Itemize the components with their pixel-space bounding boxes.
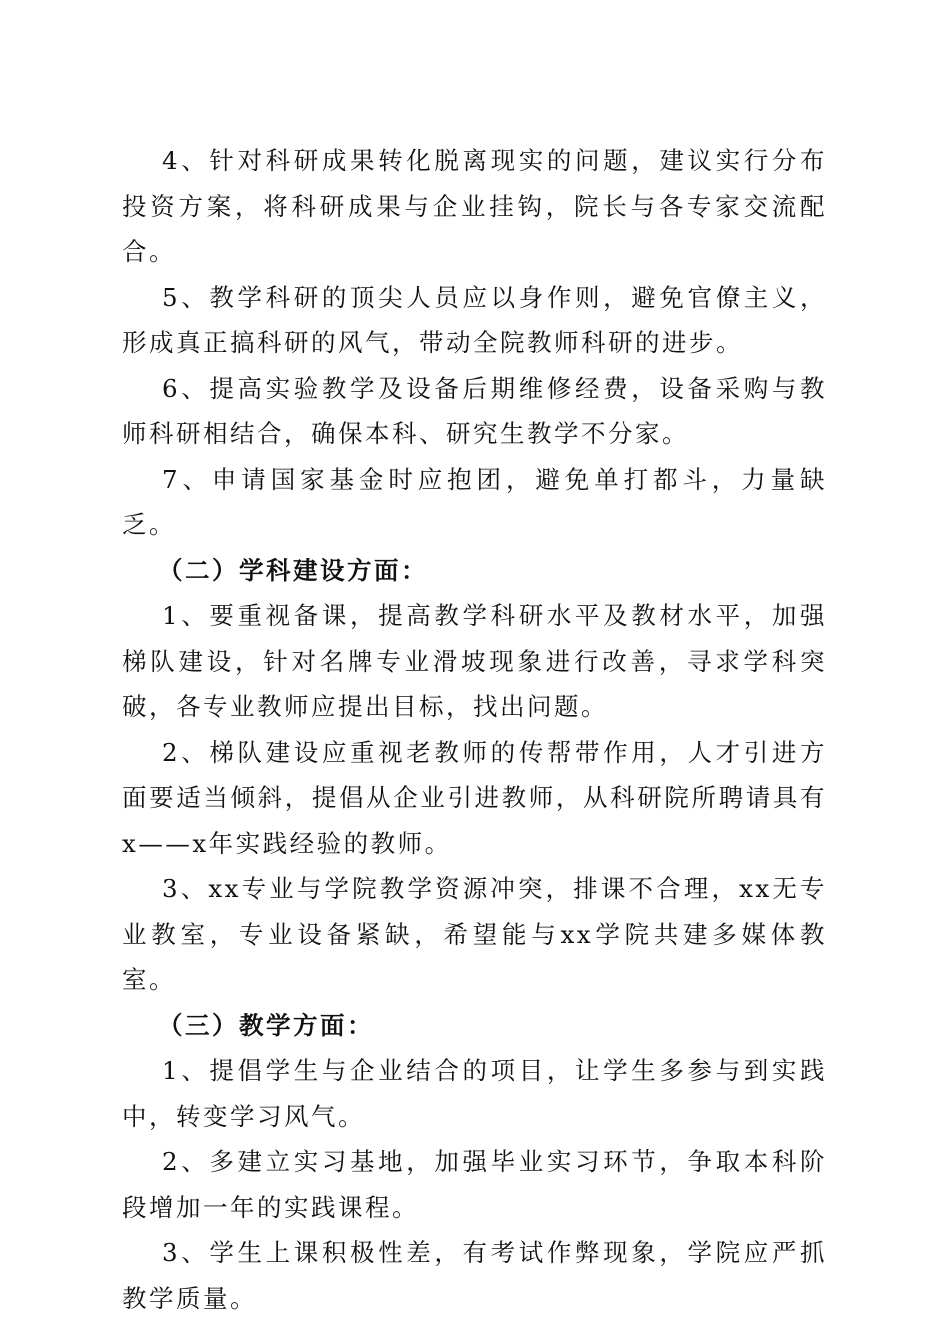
section-heading-teaching: （三）教学方面： xyxy=(158,1010,374,1040)
paragraph-discipline-1: 1、要重视备课，提高教学科研水平及教材水平，加强梯队建设，针对名牌专业滑坡现象进行改善，寻求学科突破，各专业教师应提出目标，找出问题。 xyxy=(122,601,827,721)
paragraph-teaching-1: 1、提倡学生与企业结合的项目，让学生多参与到实践中，转变学习风气。 xyxy=(122,1056,827,1131)
paragraph-item-5: 5、教学科研的顶尖人员应以身作则，避免官僚主义，形成真正搞科研的风气，带动全院教师科研的进步。 xyxy=(122,282,827,357)
document-body xyxy=(122,138,827,1321)
paragraph-teaching-2: 2、多建立实习基地，加强毕业实习环节，争取本科阶段增加一年的实践课程。 xyxy=(122,1147,827,1222)
paragraph-item-6: 6、提高实验教学及设备后期维修经费，设备采购与教师科研相结合，确保本科、研究生教学不分家。 xyxy=(122,373,827,448)
paragraph-item-4: 4、针对科研成果转化脱离现实的问题，建议实行分布投资方案，将科研成果与企业挂钩，院长与各专家交流配合。 xyxy=(122,146,827,266)
section-heading-discipline: （二）学科建设方面： xyxy=(158,555,428,585)
paragraph-item-7: 7、申请国家基金时应抱团，避免单打都斗，力量缺乏。 xyxy=(122,464,827,539)
paragraph-teaching-3: 3、学生上课积极性差，有考试作弊现象，学院应严抓教学质量。 xyxy=(122,1238,827,1313)
paragraph-discipline-2: 2、梯队建设应重视老教师的传帮带作用，人才引进方面要适当倾斜，提倡从企业引进教师，从科研院所聘请具有x——x年实践经验的教师。 xyxy=(122,737,827,858)
paragraph-discipline-3: 3、xx专业与学院教学资源冲突，排课不合理，xx无专业教室，专业设备紧缺，希望能与xx学院共建多媒体教室。 xyxy=(122,874,827,994)
